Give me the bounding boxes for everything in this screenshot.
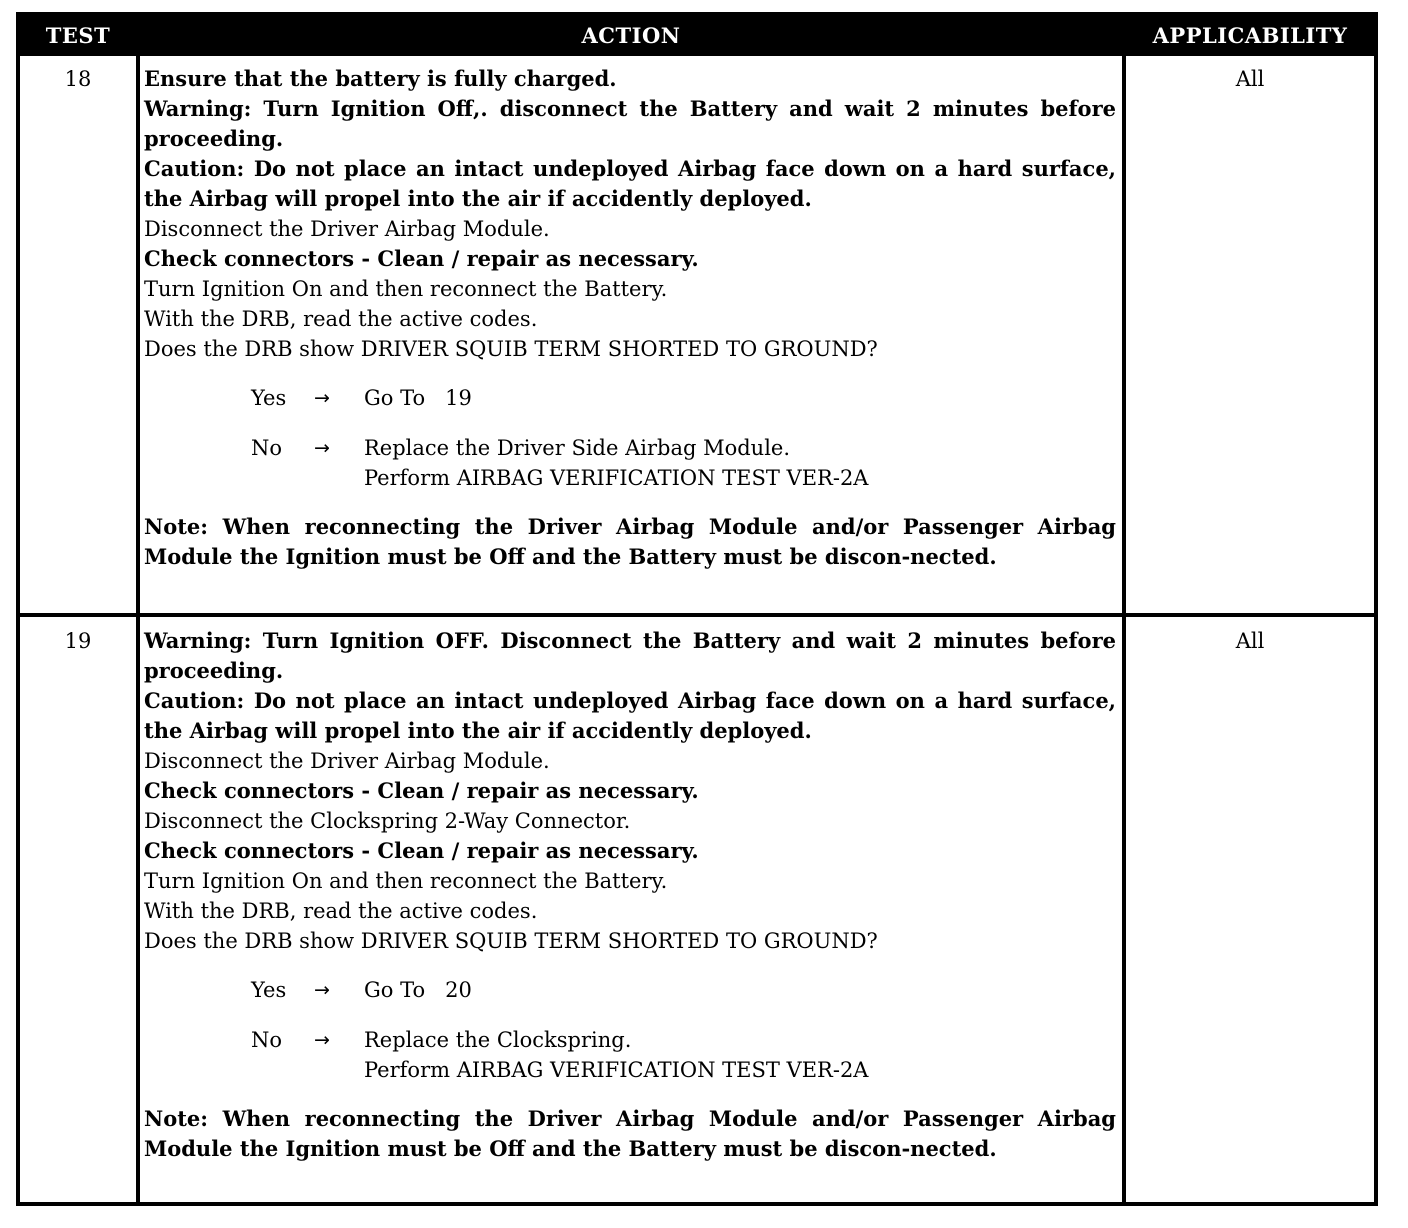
no-response — [144, 433, 1116, 463]
action-step: Disconnect the Clockspring 2-Way Connector. — [144, 809, 631, 833]
action-cell — [144, 64, 1116, 572]
action-step: Warning: Turn Ignition OFF. Disconnect the Battery and wait 2 minutes before proceeding. — [144, 628, 1116, 683]
action-step: Turn Ignition On and then reconnect the Battery. — [144, 869, 668, 893]
action-step: Turn Ignition On and then reconnect the Battery. — [144, 277, 668, 301]
no-response-continued — [144, 463, 1116, 493]
action-step: Disconnect the Driver Airbag Module. — [144, 749, 550, 773]
no-action-verify: Perform AIRBAG VERIFICATION TEST VER-2A — [364, 1058, 869, 1082]
yes-action: Go To 19 — [364, 386, 472, 410]
applicability-value: All — [1235, 67, 1265, 91]
no-label: No — [251, 1028, 283, 1052]
action-step: Caution: Do not place an intact undeployed Airbag face down on a hard surface, the Airbag will propel into the air if accidently deployed. — [144, 688, 1116, 743]
test-number: 18 — [64, 67, 92, 91]
table-header — [20, 16, 1374, 56]
arrow-right-icon: → — [314, 387, 330, 409]
applicability-value: All — [1235, 629, 1265, 653]
note-text: Note: When reconnecting the Driver Airbag Module and/or Passenger Airbag Module the Ignition must be Off and the Battery must be discon-nected. — [144, 1106, 1116, 1161]
header-test: TEST — [45, 23, 111, 48]
yes-action: Go To 20 — [364, 978, 472, 1002]
header-applicability: APPLICABILITY — [1152, 23, 1348, 48]
test-table — [16, 12, 1378, 1206]
no-response — [144, 1025, 1116, 1055]
arrow-right-icon: → — [314, 979, 330, 1001]
action-step: With the DRB, read the active codes. — [144, 307, 538, 331]
action-step: Ensure that the battery is fully charged. — [144, 66, 617, 91]
yes-response — [144, 383, 1116, 413]
yes-label: Yes — [251, 978, 287, 1002]
no-action-verify: Perform AIRBAG VERIFICATION TEST VER-2A — [364, 466, 869, 490]
yes-label: Yes — [251, 386, 287, 410]
column-divider — [136, 56, 140, 1206]
note-text: Note: When reconnecting the Driver Airbag Module and/or Passenger Airbag Module the Ignition must be Off and the Battery must be discon-nected. — [144, 514, 1116, 569]
header-action: ACTION — [581, 23, 681, 48]
row-divider — [20, 613, 1374, 617]
yes-response — [144, 975, 1116, 1005]
no-action: Replace the Driver Side Airbag Module. — [364, 436, 791, 460]
action-step: Disconnect the Driver Airbag Module. — [144, 217, 550, 241]
action-step: Check connectors - Clean / repair as necessary. — [144, 838, 699, 863]
action-step: Check connectors - Clean / repair as necessary. — [144, 246, 699, 271]
test-number: 19 — [64, 629, 92, 653]
arrow-right-icon: → — [314, 437, 330, 459]
no-response-continued — [144, 1055, 1116, 1085]
action-cell — [144, 626, 1116, 1164]
no-action: Replace the Clockspring. — [364, 1028, 632, 1052]
action-step: Does the DRB show DRIVER SQUIB TERM SHORTED TO GROUND? — [144, 337, 878, 361]
action-step: With the DRB, read the active codes. — [144, 899, 538, 923]
action-step: Check connectors - Clean / repair as necessary. — [144, 778, 699, 803]
arrow-right-icon: → — [314, 1029, 330, 1051]
action-step: Does the DRB show DRIVER SQUIB TERM SHORTED TO GROUND? — [144, 929, 878, 953]
no-label: No — [251, 436, 283, 460]
action-step: Caution: Do not place an intact undeployed Airbag face down on a hard surface, the Airbag will propel into the air if accidently deployed. — [144, 156, 1116, 211]
action-step: Warning: Turn Ignition Off,. disconnect the Battery and wait 2 minutes before proceeding. — [144, 96, 1116, 151]
